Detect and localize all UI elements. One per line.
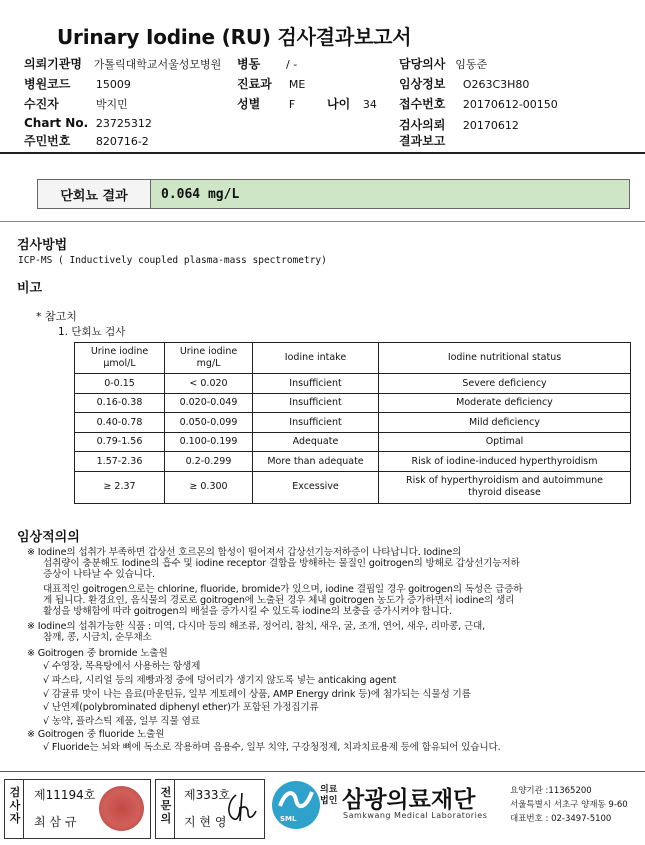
dept-label: 진료과 [237, 77, 272, 91]
clinical-line: √ 난연제(polybrominated diphenyl ether)가 포함된 가정집기류 [43, 702, 319, 713]
clinical-line: 증상이 나타날 수 있습니다. [43, 569, 155, 580]
request-value: 20170612 [462, 119, 519, 132]
age-row [327, 95, 377, 112]
table-cell: More than adequate [253, 452, 379, 472]
clinical-line: √ Fluoride는 뇌와 뼈에 독소로 작용하며 음용수, 일부 치약, 구강청정제, 치과치료용제 등에 함유되어 있습니다. [43, 742, 501, 753]
result-divider [0, 221, 645, 222]
sex-value: F [288, 98, 296, 111]
doctor-value: 임동준 [455, 58, 488, 71]
address: 서울특별시 서초구 양재동 9-60 [510, 800, 628, 810]
ref-subtitle: 1. 단회뇨 검사 [58, 326, 126, 338]
inspector-name: 최 삼 규 [34, 815, 77, 829]
col-header [75, 343, 165, 374]
table-cell: 0.40-0.78 [75, 413, 165, 433]
institution-value: 가톨릭대학교서울성모병원 [93, 58, 222, 71]
chart-label: Chart No. [24, 116, 89, 130]
table-cell: Optimal [379, 432, 631, 452]
brand-name: 삼광의료재단 [342, 787, 476, 813]
chart-value: 23725312 [95, 117, 152, 130]
age-label: 나이 [327, 97, 351, 111]
table-cell: Mild deficiency [379, 413, 631, 433]
logo-wave-icon [276, 784, 316, 812]
doctor-label: 담당의사 [399, 57, 446, 71]
clinical-line: √ 농약, 플라스틱 제품, 일부 직물 염료 [43, 716, 200, 727]
specialist-name: 지 현 영 [184, 815, 227, 829]
hospital-code-label: 병원코드 [24, 77, 71, 91]
result-box [37, 179, 630, 209]
rrn-label: 주민번호 [24, 134, 71, 148]
header-divider [0, 152, 645, 154]
signature-icon [224, 789, 260, 825]
clinical-line: 대표적인 goitrogen으로는 chlorine, fluoride, bromide가 있으며, iodine 결핍일 경우 goitrogen의 독성은 급증하 [43, 584, 523, 595]
corp-label: 의료법인 [320, 785, 338, 806]
receipt-row [399, 95, 558, 112]
table-cell: Insufficient [253, 393, 379, 413]
table-cell: Insufficient [253, 374, 379, 394]
table-cell: 0.16-0.38 [75, 393, 165, 413]
clinical-line: √ 파스타, 시리얼 등의 제빵과정 중에 덩어리가 생기지 않도록 넣는 anticaking agent [43, 675, 397, 686]
rrn-value: 820716-2 [95, 135, 149, 148]
table-cell: 0.050-0.099 [165, 413, 253, 433]
reference-table [74, 342, 631, 504]
phone: 대표번호 : 02-3497-5100 [510, 814, 612, 824]
table-cell: 0-0.15 [75, 374, 165, 394]
table-cell: Moderate deficiency [379, 393, 631, 413]
dept-row [237, 75, 305, 92]
table-row [75, 452, 631, 472]
status-line1: Risk of hyperthyroidism and autoimmune [405, 475, 604, 486]
sex-row [237, 95, 295, 112]
clinical-info-row [399, 75, 529, 92]
ward-row [237, 55, 297, 72]
logo-text: SML [280, 815, 297, 823]
table-cell: Insufficient [253, 413, 379, 433]
table-cell: Severe deficiency [379, 374, 631, 394]
ref-title: * 참고치 [36, 310, 77, 323]
table-cell: Excessive [253, 471, 379, 503]
table-row [75, 413, 631, 433]
col-header [165, 343, 253, 374]
table-row [75, 374, 631, 394]
clinical-line: ※ Iodine의 섭취가 부족하면 갑상선 호르몬의 합성이 떨어져서 갑상선기능저하증이 나타납니다. Iodine의 [27, 547, 462, 558]
patient-label: 수진자 [24, 97, 59, 111]
table-header-row [75, 343, 631, 374]
col-header-umol-line1: Urine iodine [90, 346, 149, 357]
table-cell: 0.020-0.049 [165, 393, 253, 413]
report-label: 결과보고 [399, 134, 446, 148]
status-line2: thyroid disease [468, 487, 541, 498]
clinical-line: ※ Goitrogen 중 fluoride 노출원 [27, 729, 165, 740]
report-row [399, 132, 463, 149]
footer-divider [0, 771, 645, 772]
inspector-number: 제11194호 [34, 788, 96, 802]
specialist-label: 전문의 [160, 786, 172, 825]
table-cell: ≥ 0.300 [165, 471, 253, 503]
table-cell [379, 471, 631, 503]
col-header-mg-line2: mg/L [196, 358, 221, 369]
clinical-line: 활성을 방해함에 따라 goitrogen의 배설을 증가시킬 수 있도록 iodine의 보충을 증가시켜야 합니다. [43, 606, 452, 617]
age-value: 34 [362, 98, 377, 111]
method-text: ICP-MS ( Inductively coupled plasma-mass spectrometry) [18, 255, 327, 266]
ward-label: 병동 [237, 57, 261, 71]
institution-row [24, 55, 221, 72]
ward-value: / - [286, 58, 298, 71]
clinical-line: 게 됩니다. 환경요인, 음식물의 경로로 goitrogen에 노출된 경우 체내 goitrogen 농도가 증가하면서 iodine의 생리 [43, 595, 515, 606]
table-cell: Adequate [253, 432, 379, 452]
table-row [75, 432, 631, 452]
col-header: Iodine nutritional status [379, 343, 631, 374]
receipt-label: 접수번호 [399, 97, 446, 111]
table-cell: < 0.020 [165, 374, 253, 394]
table-cell: 1.57-2.36 [75, 452, 165, 472]
receipt-value: 20170612-00150 [462, 98, 558, 111]
col-header-umol-line2: μmol/L [103, 358, 136, 369]
clinical-info-value: O263C3H80 [462, 78, 530, 91]
method-heading: 검사방법 [17, 238, 68, 253]
sex-label: 성별 [237, 97, 261, 111]
institution-code: 요양기관 :11365200 [510, 786, 592, 796]
specialist-number: 제333호 [184, 788, 231, 802]
clinical-line: √ 수영장, 목욕탕에서 사용하는 항생제 [43, 661, 201, 672]
clinical-heading: 임상적의의 [17, 530, 80, 545]
col-header-mg-line1: Urine iodine [179, 346, 238, 357]
request-label: 검사의뢰 [399, 118, 446, 132]
hospital-code-row [24, 75, 131, 92]
table-cell: 0.2-0.299 [165, 452, 253, 472]
table-row [75, 393, 631, 413]
patient-value: 박지민 [95, 98, 128, 111]
patient-row [24, 95, 128, 112]
seal-stamp [99, 786, 144, 831]
inspector-label: 검사자 [9, 786, 21, 825]
request-row [399, 116, 519, 133]
clinical-info-label: 임상정보 [399, 77, 446, 91]
table-cell: 0.79-1.56 [75, 432, 165, 452]
clinical-line: √ 감귤류 맛이 나는 음료(마운틴듀, 일부 게토레이 상품, AMP Energy drink 등)에 첨가되는 식물성 기름 [43, 689, 471, 700]
clinical-line: 참깨, 콩, 시금치, 순무채소 [43, 632, 152, 643]
table-cell: Risk of iodine-induced hyperthyroidism [379, 452, 631, 472]
hospital-code-value: 15009 [95, 78, 131, 91]
result-value: 0.064 mg/L [151, 180, 629, 208]
table-cell: ≥ 2.37 [75, 471, 165, 503]
rrn-row [24, 132, 149, 149]
brand-subtitle: Samkwang Medical Laboratories [343, 811, 488, 820]
clinical-line: ※ Iodine의 섭취가능한 식품 : 미역, 다시마 등의 해조류, 정어리, 참치, 새우, 굴, 조개, 연어, 새우, 리마콩, 근대, [27, 621, 486, 632]
remarks-heading: 비고 [17, 281, 43, 296]
col-header: Iodine intake [253, 343, 379, 374]
table-row [75, 471, 631, 503]
table-cell: 0.100-0.199 [165, 432, 253, 452]
report-title: Urinary Iodine (RU) 검사결과보고서 [57, 25, 412, 49]
doctor-row [399, 55, 487, 72]
result-label: 단회뇨 결과 [38, 180, 151, 208]
dept-value: ME [288, 78, 306, 91]
clinical-line: 섭취량이 충분해도 Iodine의 흡수 및 iodine receptor 결합을 방해하는 물질인 goitrogen의 방해로 갑상선기능저하 [43, 558, 520, 569]
clinical-line: ※ Goitrogen 중 bromide 노출원 [27, 648, 168, 659]
chart-row [24, 116, 152, 130]
institution-label: 의뢰기관명 [24, 57, 82, 71]
